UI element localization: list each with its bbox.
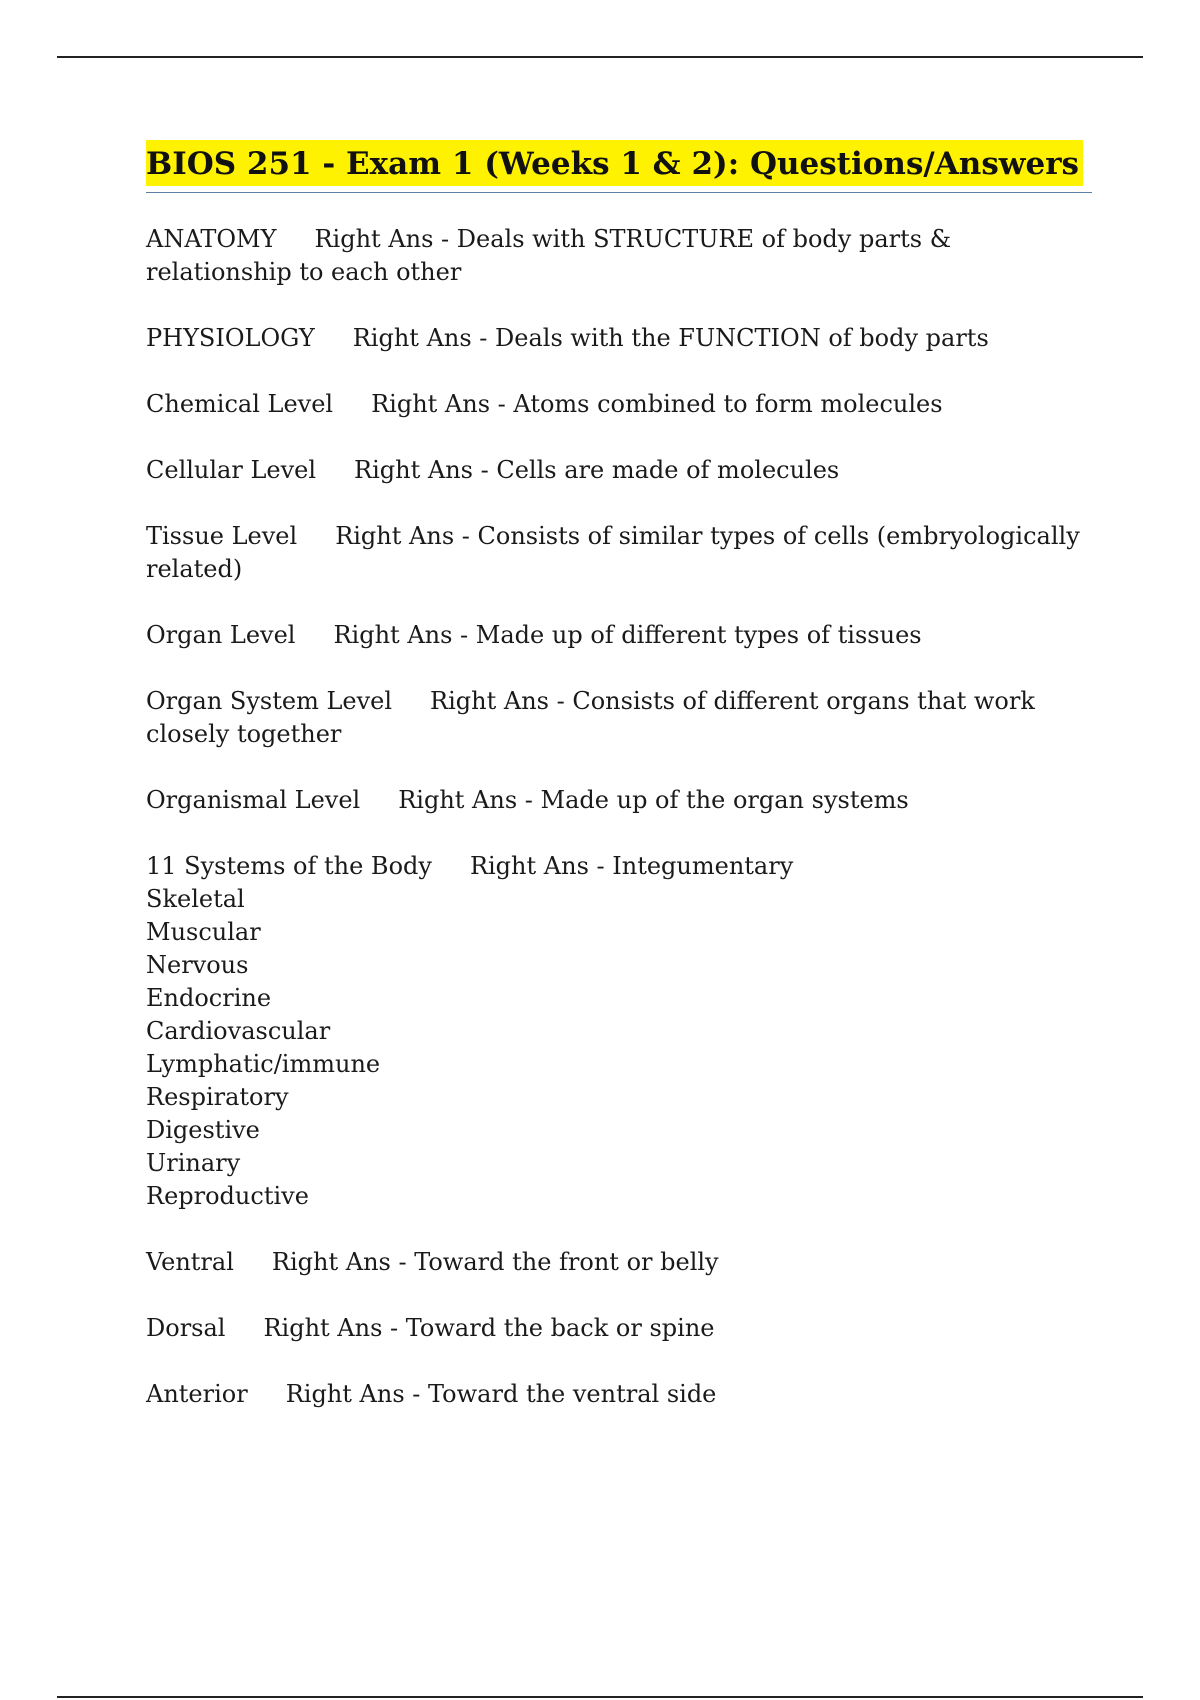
qa-answer: Right Ans - Toward the front or belly (271, 1248, 719, 1276)
qa-answer: Right Ans - Atoms combined to form molecules (371, 390, 943, 418)
qa-entry (146, 619, 1092, 652)
qa-entry (146, 520, 1092, 586)
qa-term: Chemical Level (146, 390, 334, 418)
qa-entry (146, 784, 1092, 817)
qa-answer: Right Ans - Consists of different organs that work closely together (146, 687, 1043, 748)
qa-entry (146, 850, 1092, 1213)
qa-term: Organismal Level (146, 786, 361, 814)
qa-entry (146, 685, 1092, 751)
qa-entry (146, 1378, 1092, 1411)
qa-answer: Right Ans - Made up of the organ systems (398, 786, 909, 814)
qa-answer: Right Ans - Made up of different types of tissues (333, 621, 922, 649)
document-title: BIOS 251 - Exam 1 (Weeks 1 & 2): Questions/Answers (146, 140, 1083, 186)
qa-term: Dorsal (146, 1314, 226, 1342)
qa-term: PHYSIOLOGY (146, 324, 315, 352)
qa-term: Ventral (146, 1248, 234, 1276)
qa-answer: Right Ans - Cells are made of molecules (354, 456, 840, 484)
qa-term: ANATOMY (146, 225, 277, 253)
qa-term: Organ System Level (146, 687, 393, 715)
qa-answer: Right Ans - Toward the ventral side (285, 1380, 717, 1408)
qa-entry (146, 1312, 1092, 1345)
qa-answer: Right Ans - Consists of similar types of cells (embryologically related) (146, 522, 1088, 583)
qa-term: Anterior (146, 1380, 248, 1408)
qa-term: 11 Systems of the Body (146, 852, 432, 880)
qa-entry (146, 454, 1092, 487)
qa-entry (146, 388, 1092, 421)
top-rule (57, 56, 1143, 58)
qa-answer: Right Ans - Integumentary Skeletal Muscular Nervous Endocrine Cardiovascular Lymphatic/immune Respiratory Digestive Urinary Reproductive (146, 852, 794, 1210)
qa-term: Cellular Level (146, 456, 317, 484)
qa-term: Tissue Level (146, 522, 298, 550)
title-block (146, 140, 1092, 193)
qa-entry (146, 1246, 1092, 1279)
document-body (146, 140, 1092, 1444)
qa-entry (146, 322, 1092, 355)
qa-answer: Right Ans - Toward the back or spine (263, 1314, 715, 1342)
qa-entry (146, 223, 1092, 289)
qa-answer: Right Ans - Deals with STRUCTURE of body parts & relationship to each other (146, 225, 959, 286)
qa-term: Organ Level (146, 621, 296, 649)
qa-answer: Right Ans - Deals with the FUNCTION of body parts (352, 324, 989, 352)
bottom-rule (57, 1696, 1143, 1698)
